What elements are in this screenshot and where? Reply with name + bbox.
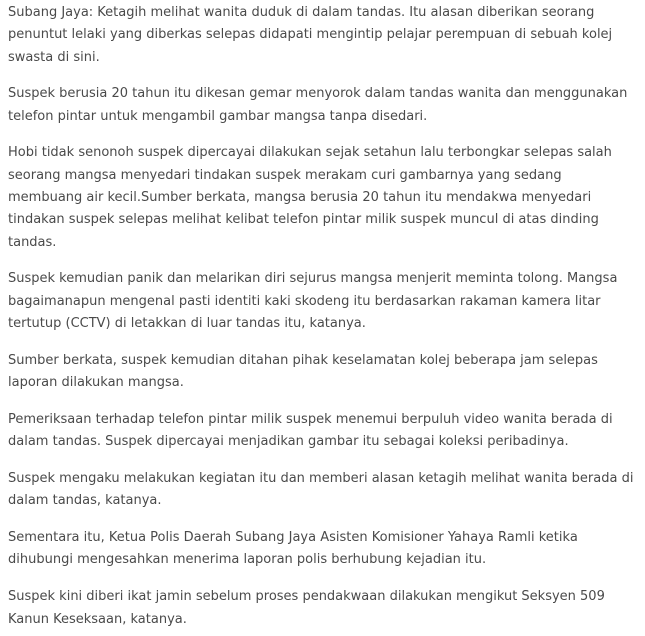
article-paragraph: Sementara itu, Ketua Polis Daerah Subang Jaya Asisten Komisioner Yahaya Ramli ketika dihubungi mengesahkan menerima laporan polis berhubung kejadian itu. [8,530,578,568]
article-paragraph: Suspek mengaku melakukan kegiatan itu dan memberi alasan ketagih melihat wanita berada di dalam tandas, katanya. [8,471,634,509]
article-paragraph: Sumber berkata, suspek kemudian ditahan pihak keselamatan kolej beberapa jam selepas laporan dilakukan mangsa. [8,352,598,391]
article-paragraph: Subang Jaya: Ketagih melihat wanita duduk di dalam tandas. Itu alasan diberikan seorang penuntut lelaki yang diberkas selepas didapati mengintip pelajar perempuan di sebuah kolej swasta di sini. [8,5,613,65]
article-paragraph: Suspek kini diberi ikat jamin sebelum proses pendakwaan dilakukan mengikut Seksyen 509 Kanun Keseksaan, katanya. [8,589,605,627]
article-paragraph: Suspek berusia 20 tahun itu dikesan gemar menyorok dalam tandas wanita dan menggunakan telefon pintar untuk mengambil gambar mangsa tanpa disedari. [8,86,628,124]
article-paragraph: Pemeriksaan terhadap telefon pintar milik suspek menemui berpuluh video wanita berada di dalam tandas. Suspek dipercayai menjadikan gambar itu sebagai koleksi peribadinya. [8,411,613,450]
article-paragraph: Hobi tidak senonoh suspek dipercayai dilakukan sejak setahun lalu terbongkar selepas salah seorang mangsa menyedari tindakan suspek merakam curi gambarnya yang sedang membuang air kecil.Sumber berkata, mangsa berusia 20 tahun itu mendakwa menyedari tindakan suspek selepas melihat kelibat telefon pintar milik suspek muncul di atas dinding tandas. [8,145,612,250]
article-paragraph: Suspek kemudian panik dan melarikan diri sejurus mangsa menjerit meminta tolong. Mangsa bagaimanapun mengenal pasti identiti kaki skodeng itu berdasarkan rakaman kamera litar tertutup (CCTV) di letakkan di luar tandas itu, katanya. [8,271,618,332]
